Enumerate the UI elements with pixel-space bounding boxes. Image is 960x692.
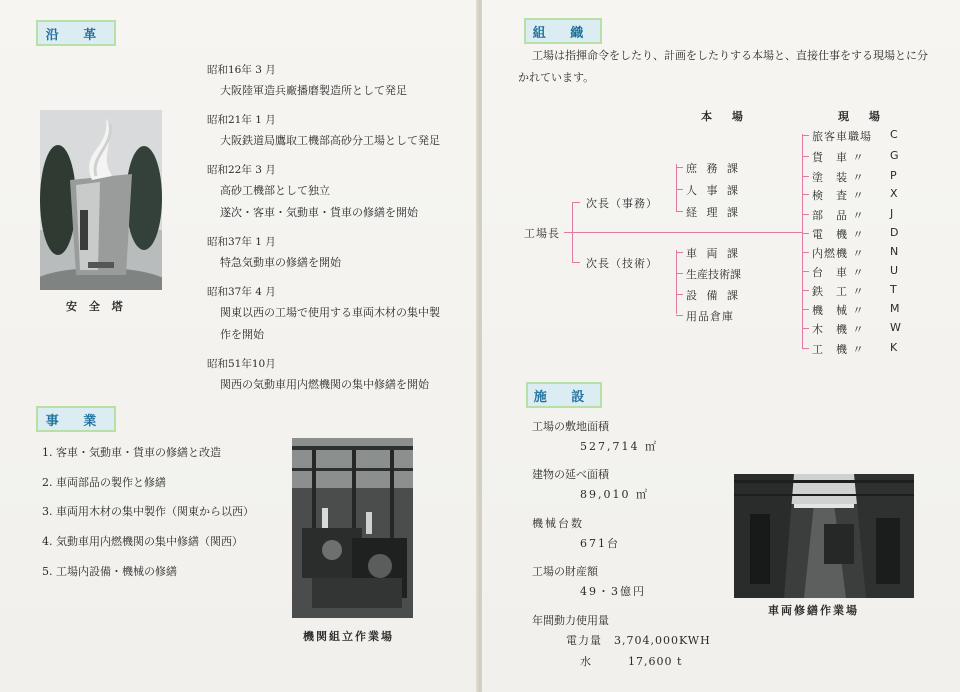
section-tick [676,211,683,212]
org-deputy-branch [572,202,573,262]
section-tick [676,273,683,274]
engine-assembly-photo [292,438,413,618]
field-tick [802,233,809,234]
field-workshop: 機 械 〃 [812,304,865,317]
history-era: 昭和16年 3 月 [207,64,276,76]
field-code: P [890,169,897,182]
field-code: C [890,128,898,141]
history-text: 遂次・客車・気動車・貨車の修繕を開始 [220,206,418,219]
safety-tower-caption: 安 全 塔 [66,300,127,313]
organization-intro: 工場は指揮命令をしたり、計画をしたりする本場と、直接仕事をする現場とに分 [532,49,928,62]
field-tick [802,194,809,195]
tech-section: 設 備 課 [686,289,741,302]
admin-section: 人 事 課 [686,184,741,197]
org-field-branch [802,134,803,348]
business-item: 3. 車両用木材の集中製作（関東から以西） [42,505,254,518]
genba-header: 現 場 [838,110,888,123]
field-code: N [890,245,899,258]
tech-section: 用品倉庫 [686,310,734,323]
facility-value: 671台 [580,537,620,550]
field-tick [802,252,809,253]
section-tick [676,167,683,168]
field-code: T [890,283,897,296]
field-tick [802,271,809,272]
facility-value: 527,714 ㎡ [580,440,658,453]
field-workshop: 工 機 〃 [812,343,865,356]
history-text: 大阪陸軍造兵廠播磨製造所として発足 [220,84,407,97]
business-item: 1. 客車・気動車・貨車の修繕と改造 [42,446,221,459]
field-workshop: 鉄 工 〃 [812,285,865,298]
org-tech-branch [676,250,677,314]
field-workshop: 検 査 〃 [812,189,865,202]
history-era: 昭和51年10月 [207,358,276,370]
facility-label: 機械台数 [532,517,584,530]
field-workshop: 木 機 〃 [812,323,865,336]
organization-intro: かれています。 [518,71,595,84]
field-workshop: 旅客車職場 [812,130,872,143]
facility-value: 49・3億円 [580,585,646,598]
history-text: 関西の気動車用内燃機関の集中修繕を開始 [220,378,429,391]
left-page [0,0,478,692]
tech-section: 生産技術課 [686,268,741,281]
field-tick [802,176,809,177]
history-text: 高砂工機部として独立 [220,184,330,197]
field-workshop: 台 車 〃 [812,266,865,279]
field-code: G [890,149,899,162]
admin-section: 庶 務 課 [686,162,741,175]
field-tick [802,290,809,291]
history-era: 昭和21年 1 月 [207,114,276,126]
org-main-line [564,232,802,233]
deputy-admin: 次長（事務） [586,197,658,210]
section-tick [676,189,683,190]
section-tick [676,252,683,253]
facility-value: 水 17,600 t [580,655,683,668]
field-tick [802,156,809,157]
field-code: W [890,321,901,334]
field-workshop: 塗 装 〃 [812,171,865,184]
business-section-label: 事 業 [36,406,116,432]
field-workshop: 部 品 〃 [812,209,865,222]
engine-assembly-caption: 機関組立作業場 [303,630,394,643]
section-tick [676,315,683,316]
field-tick [802,348,809,349]
business-item: 5. 工場内設備・機械の修繕 [42,565,177,578]
history-text: 特急気動車の修繕を開始 [220,256,341,269]
org-line [572,202,580,203]
history-text: 関東以西の工場で使用する車両木材の集中製 [220,306,440,319]
field-code: U [890,264,899,277]
repair-workshop-photo [734,474,914,598]
field-code: X [890,187,898,200]
facility-label: 工場の財産額 [532,565,598,578]
tech-section: 車 両 課 [686,247,741,260]
facility-label: 年間動力使用量 [532,614,609,627]
field-tick [802,309,809,310]
history-text: 大阪鉄道局鷹取工機部高砂分工場として発足 [220,134,440,147]
field-tick [802,214,809,215]
facilities-section-label: 施 設 [526,382,602,408]
facility-label: 建物の延べ面積 [532,468,609,481]
business-item: 2. 車両部品の製作と修繕 [42,476,166,489]
field-code: M [890,302,900,315]
field-code: D [890,226,899,239]
facility-value: 電力量 3,704,000KWH [566,634,711,647]
history-era: 昭和22年 3 月 [207,164,276,176]
right-page [482,0,960,692]
business-item: 4. 気動車用内燃機関の集中修繕（関西） [42,535,243,548]
repair-workshop-caption: 車両修繕作業場 [768,604,859,617]
factory-chief: 工場長 [524,227,560,240]
section-tick [676,294,683,295]
organization-section-label: 組 織 [524,18,602,44]
field-workshop: 電 機 〃 [812,228,865,241]
safety-tower-photo [40,110,162,290]
org-admin-branch [676,164,677,212]
history-text: 作を開始 [220,328,264,341]
field-code: J [890,207,894,220]
honba-header: 本 場 [701,110,751,123]
field-workshop: 貨 車 〃 [812,151,865,164]
field-workshop: 内燃機 〃 [812,247,865,260]
field-tick [802,328,809,329]
field-code: K [890,341,898,354]
admin-section: 経 理 課 [686,206,741,219]
history-era: 昭和37年 1 月 [207,236,276,248]
history-section-label: 沿 革 [36,20,116,46]
history-era: 昭和37年 4 月 [207,286,276,298]
field-tick [802,135,809,136]
facility-label: 工場の敷地面積 [532,420,609,433]
facility-value: 89,010 ㎡ [580,488,649,501]
deputy-tech: 次長（技術） [586,257,658,270]
org-line [572,262,580,263]
